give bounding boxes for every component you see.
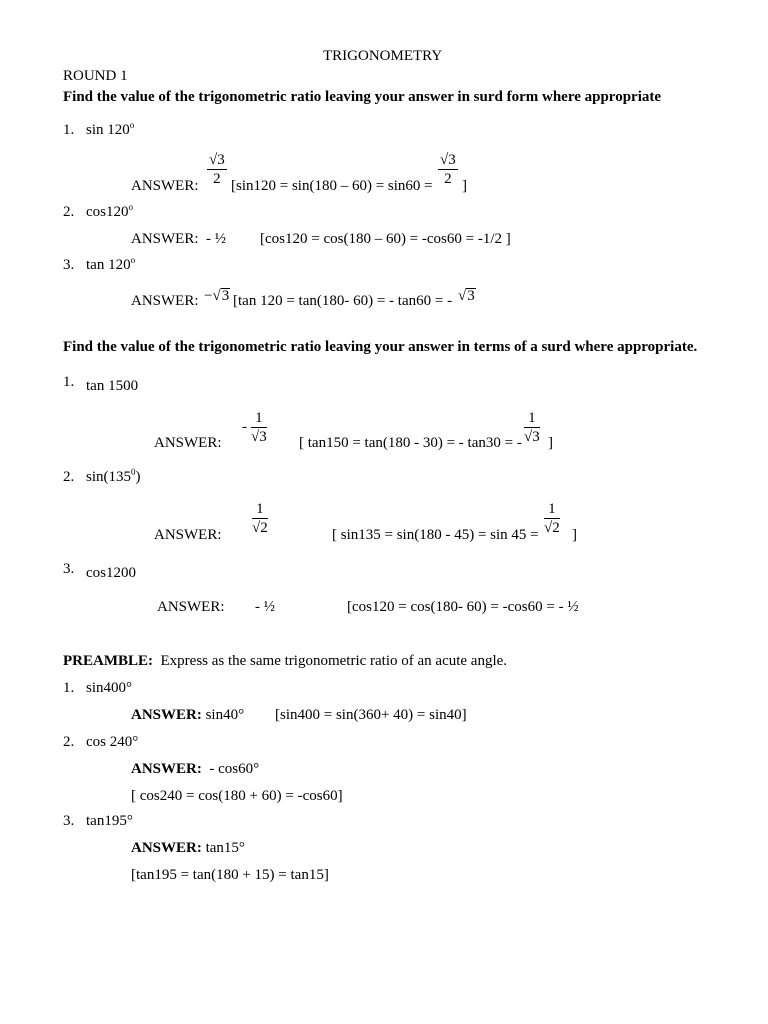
working-fraction: $\frac{1}{√3}$ — [524, 410, 540, 445]
question-text: sin 120$^o$ — [86, 120, 135, 138]
working-fraction: $\frac{1}{√2}$ — [544, 501, 560, 536]
question-number: 3. — [63, 561, 75, 577]
working-bracket: ] — [572, 527, 577, 543]
question-text: cos1200 — [86, 565, 136, 581]
answer-fraction: $\frac{1}{√3}$ — [251, 410, 267, 445]
working-bracket: ] — [548, 435, 553, 451]
instruction-2: Find the value of the trigonometric ratio leaving your answer in terms of a surd where appropriate. — [63, 339, 698, 355]
question-text: tan 120$^o$ — [86, 255, 136, 273]
working-bracket: ] — [462, 178, 467, 194]
answer-label: ANSWER: — [154, 527, 222, 543]
question-text: cos 240° — [86, 734, 139, 750]
preamble-text: Express as the same trigonometric ratio of an acute angle. — [160, 653, 508, 669]
page-title: TRIGONOMETRY — [323, 48, 443, 64]
answer-line: ANSWER: sin40° — [131, 707, 245, 723]
question-text: cos120$^o$ — [86, 202, 133, 220]
working-text: [cos120 = cos(180- 60) = -cos60 = - ½ — [347, 599, 579, 615]
question-text: tan195° — [86, 813, 133, 829]
question-text: tan 1500 — [86, 378, 139, 394]
answer-label: ANSWER: — [131, 178, 199, 194]
question-number: 1. — [63, 680, 75, 696]
question-text: sin400° — [86, 680, 133, 696]
working-text: [ tan150 = tan(180 - 30) = - tan30 = - — [299, 435, 522, 451]
working-text: [sin120 = sin(180 – 60) = sin60 = — [231, 178, 433, 194]
answer-surd: −√3 — [204, 288, 230, 304]
answer-label: ANSWER: — [154, 435, 222, 451]
question-number: 1. — [63, 122, 75, 138]
answer-label: ANSWER: — [131, 231, 199, 247]
answer-fraction: $\frac{1}{√2}$ — [252, 501, 268, 536]
answer-sign: - — [242, 419, 247, 435]
working-text: [sin400 = sin(360+ 40) = sin40] — [275, 707, 467, 723]
answer-label: ANSWER: — [157, 599, 225, 615]
answer-value: - ½ — [255, 599, 275, 615]
working-text: [ cos240 = cos(180 + 60) = -cos60] — [131, 788, 343, 804]
question-number: 3. — [63, 257, 75, 273]
instruction-1: Find the value of the trigonometric ratio leaving your answer in surd form where appropriate — [63, 89, 662, 105]
question-number: 2. — [63, 469, 75, 485]
answer-line: ANSWER: - cos60° — [131, 761, 260, 777]
working-text: [tan195 = tan(180 + 15) = tan15] — [131, 867, 329, 883]
answer-line: ANSWER: tan15° — [131, 840, 245, 856]
answer-fraction: $\frac{√3}{2}$ — [209, 152, 225, 187]
question-text: $\sin(135^0)$ — [86, 467, 141, 485]
working-text: [tan 120 = tan(180- 60) = - tan60 = - — [233, 293, 453, 309]
question-number: 2. — [63, 734, 75, 750]
working-fraction: $\frac{√3}{2}$ — [440, 152, 456, 187]
answer-value: - ½ — [206, 231, 226, 247]
question-number: 3. — [63, 813, 75, 829]
answer-label: ANSWER: — [131, 293, 199, 309]
round-label: ROUND 1 — [63, 68, 128, 84]
question-number: 1. — [63, 374, 75, 390]
question-number: 2. — [63, 204, 75, 220]
preamble-label: PREAMBLE: — [63, 653, 153, 669]
working-text: [ sin135 = sin(180 - 45) = sin 45 = — [332, 527, 539, 543]
working-text: [cos120 = cos(180 – 60) = -cos60 = -1/2 ] — [260, 231, 511, 247]
preamble — [63, 652, 507, 670]
working-surd: √3 — [458, 288, 475, 304]
